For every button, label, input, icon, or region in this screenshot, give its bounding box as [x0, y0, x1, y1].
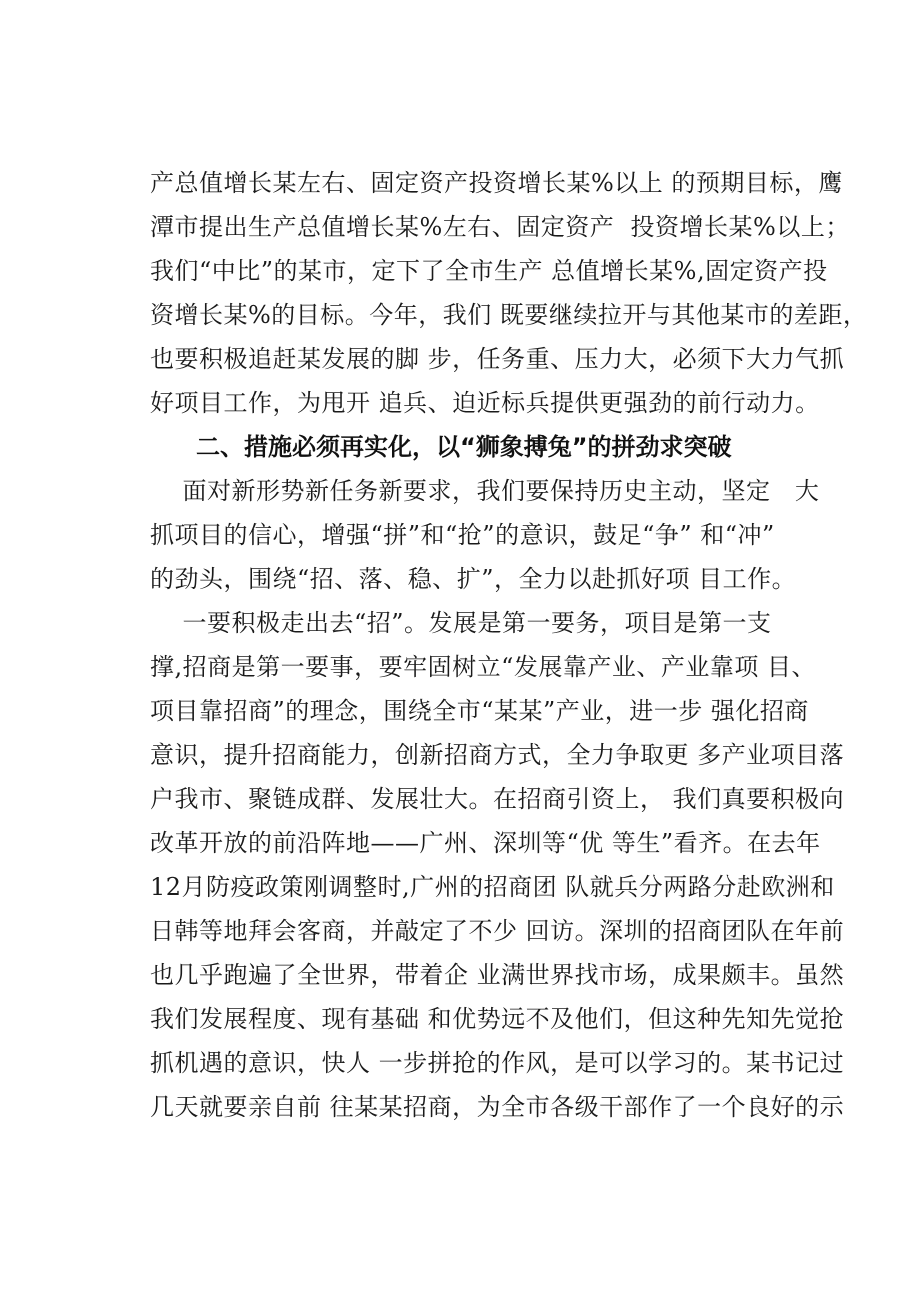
body-text-line: 资增长某%的目标。今年，我们 既要继续拉开与其他某市的差距， — [150, 301, 868, 329]
body-text-line: 面对新形势新任务新要求，我们要保持历史主动，坚定 大 — [150, 477, 820, 505]
body-text-line: 产总值增长某左右、固定资产投资增长某%以上 的预期目标，鹰 — [150, 169, 843, 197]
body-text-line: 也几乎跑遍了全世界，带着企 业满世界找市场，成果颇丰。虽然 — [150, 961, 845, 989]
body-text-line: 撑,招商是第一要事，要牢固树立“发展靠产业、产业靠项 目、 — [150, 653, 817, 681]
body-text-line: 日韩等地拜会客商，并敲定了不少 回访。深圳的招商团队在年前 — [150, 917, 845, 945]
body-text-line: 项目靠招商”的理念，围绕全市“某某”产业，进一步 强化招商 — [150, 697, 809, 725]
body-text-line: 几天就要亲自前 往某某招商，为全市各级干部作了一个良好的示 — [150, 1093, 845, 1121]
body-text-line: 改革开放的前沿阵地——广州、深圳等“优 等生”看齐。在去年 — [150, 829, 821, 857]
body-text-line: 我们“中比”的某市，定下了全市生产 总值增长某%,固定资产投 — [150, 257, 828, 285]
section-heading: 二、措施必须再实化，以“狮象搏兔”的拼劲求突破 — [196, 433, 732, 461]
body-text-line: 的劲头，围绕“招、落、稳、扩”，全力以赴抓好项 目工作。 — [150, 565, 797, 593]
body-text-line: 潭市提出生产总值增长某%左右、固定资产 投资增长某%以上； — [150, 213, 850, 241]
body-text-line: 好项目工作，为甩开 追兵、迫近标兵提供更强劲的前行动力。 — [150, 389, 820, 417]
body-text-line: 12月防疫政策刚调整时,广州的招商团 队就兵分两路分赴欧洲和 — [150, 873, 835, 901]
body-text-line: 一要积极走出去“招”。发展是第一要务，项目是第一支 — [150, 609, 772, 637]
body-text-line: 也要积极追赶某发展的脚 步，任务重、压力大，必须下大力气抓 — [150, 345, 845, 373]
body-text-line: 户我市、聚链成群、发展壮大。在招商引资上， 我们真要积极向 — [150, 785, 845, 813]
body-text-line: 抓机遇的意识，快人 一步拼抢的作风，是可以学习的。某书记过 — [150, 1049, 845, 1077]
body-text-line: 抓项目的信心，增强“拼”和“抢”的意识，鼓足“争” 和“冲” — [150, 521, 775, 549]
body-text-line: 我们发展程度、现有基础 和优势远不及他们，但这种先知先觉抢 — [150, 1005, 845, 1033]
body-text-line: 意识，提升招商能力，创新招商方式，全力争取更 多产业项目落 — [150, 741, 845, 769]
